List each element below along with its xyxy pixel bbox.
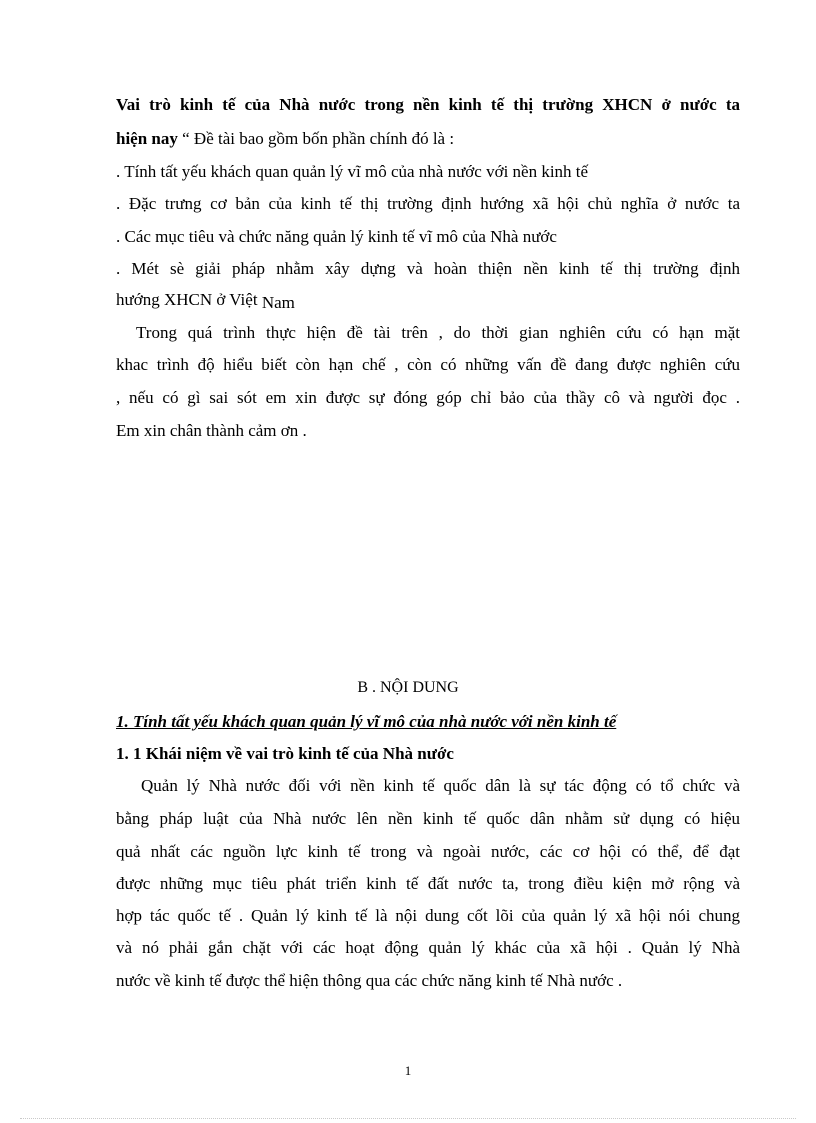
intro-paragraph-line-1: Trong quá trình thực hiện đề tài trên , do thời gian nghiên cứu có hạn mặt — [136, 323, 740, 342]
intro-item-1: . Tính tất yếu khách quan quản lý vĩ mô của nhà nước với nền kinh tế — [116, 162, 589, 181]
section-heading: B . NỘI DUNG — [357, 679, 459, 696]
subheading-1-text: 1. Tính tất yếu khách quan quản lý vĩ mô của nhà nước với nền kinh tế — [116, 712, 617, 731]
intro-title-rest: “ Đề tài bao gồm bốn phần chính đó là : — [177, 129, 455, 148]
subheading-1-1: 1. 1 Khái niệm về vai trò kinh tế của Nhà nước — [116, 744, 454, 763]
intro-paragraph-line-2: khac trình độ hiểu biết còn hạn chế , còn có những vấn đề đang được nghiên cứu — [116, 355, 740, 374]
body-line-5: hợp tác quốc tế . Quản lý kinh tế là nội dung cốt lõi của quản lý xã hội nói chung — [116, 906, 740, 925]
intro-item-4-cont-text: hướng XHCN ở Việt — [116, 290, 258, 309]
intro-item-4: . Mét sè giải pháp nhằm xây dựng và hoàn thiện nền kinh tế thị trường định — [116, 259, 740, 278]
body-line-7: nước về kinh tế được thể hiện thông qua các chức năng kinh tế Nhà nước . — [116, 971, 623, 990]
intro-paragraph-line-4: Em xin chân thành cảm ơn . — [116, 421, 307, 440]
body-line-1: Quản lý Nhà nước đối với nền kinh tế quốc dân là sự tác động có tổ chức và — [141, 776, 740, 795]
intro-title-bold-end: hiện nay — [116, 129, 178, 148]
intro-item-4-nam: Nam — [261, 293, 295, 312]
body-line-4: được những mục tiêu phát triển kinh tế đất nước ta, trong điều kiện mở rộng và — [116, 874, 740, 893]
intro-item-3: . Các mục tiêu và chức năng quản lý kinh tế vĩ mô của Nhà nước — [116, 227, 557, 246]
intro-title-line-2 — [116, 128, 740, 150]
body-line-2: bằng pháp luật của Nhà nước lên nền kinh tế quốc dân nhằm sử dụng có hiệu — [116, 809, 740, 828]
subheading-1 — [116, 711, 740, 733]
body-line-6: và nó phải gắn chặt với các hoạt động quản lý khác của xã hội . Quản lý Nhà — [116, 938, 740, 957]
page-bottom-divider — [20, 1118, 796, 1119]
intro-item-4-continued — [116, 289, 740, 311]
page-number: 1 — [404, 1063, 412, 1078]
body-line-3: quả nhất các nguồn lực kinh tế trong và ngoài nước, các cơ hội có thể, để đạt — [116, 842, 740, 861]
intro-item-2: . Đặc trưng cơ bản của kinh tế thị trường định hướng xã hội chủ nghĩa ở nước ta — [116, 194, 740, 213]
intro-paragraph-line-3: , nếu có gì sai sót em xin được sự đóng góp chỉ bảo của thầy cô và người đọc . — [116, 388, 740, 407]
intro-title-line-1: Vai trò kinh tế của Nhà nước trong nền kinh tế thị trường XHCN ở nước ta — [116, 95, 740, 114]
